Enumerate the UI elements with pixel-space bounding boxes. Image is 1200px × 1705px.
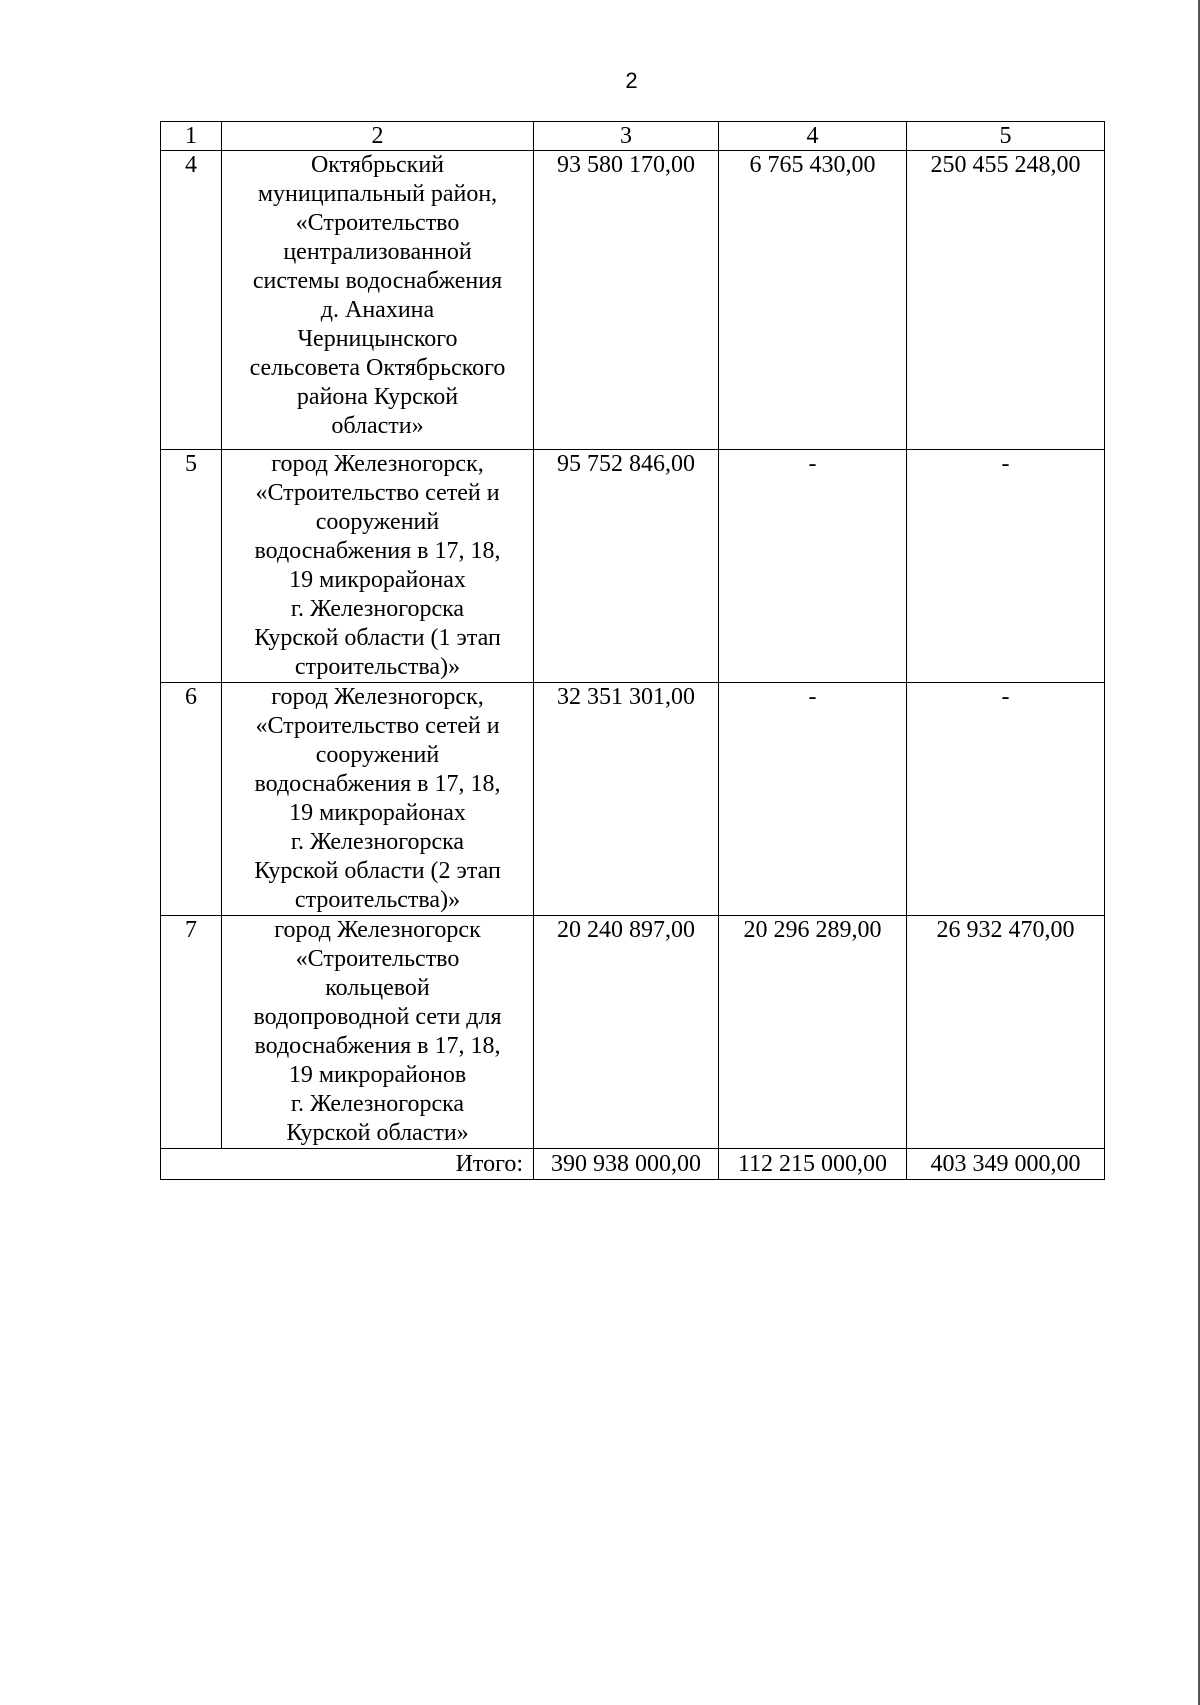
object-name-line: 19 микрорайонов (288, 1062, 467, 1088)
object-name-line: г. Железногорска (290, 596, 465, 622)
total-label: Итого: (161, 1149, 534, 1180)
header-cell-1: 1 (161, 122, 222, 151)
object-name-line: 19 микрорайонах (289, 567, 466, 593)
row-number-cell: 6 (161, 683, 222, 916)
table-row (161, 151, 1105, 450)
amount-cell-col3: 20 240 897,00 (534, 916, 719, 1149)
amount-cell-col3: 32 351 301,00 (534, 683, 719, 916)
object-name-line: Курской области» (286, 1120, 469, 1146)
row-number-cell: 7 (161, 916, 222, 1149)
object-name-line: г. Железногорска (290, 1091, 465, 1117)
header-cell-2: 2 (222, 122, 534, 151)
amount-cell-col5: - (907, 683, 1105, 916)
total-amount-col4: 112 215 000,00 (719, 1149, 907, 1180)
header-cell-3: 3 (534, 122, 719, 151)
object-name-line: 19 микрорайонах (289, 800, 466, 826)
amount-cell-col5: 26 932 470,00 (907, 916, 1105, 1149)
object-name-line: района Курской (296, 384, 459, 410)
object-name-line: сооружений (315, 742, 440, 768)
header-cell-4: 4 (719, 122, 907, 151)
object-name-cell (222, 450, 534, 683)
amount-cell-col4: 6 765 430,00 (719, 151, 907, 450)
table-header-row (161, 122, 1105, 151)
amount-cell-col3: 93 580 170,00 (534, 151, 719, 450)
amount-cell-col3: 95 752 846,00 (534, 450, 719, 683)
amount-cell-col4: 20 296 289,00 (719, 916, 907, 1149)
object-name-line: кольцевой (325, 975, 430, 1001)
table-row (161, 683, 1105, 916)
object-name-line: Курской области (2 этап (254, 858, 501, 884)
object-name-cell (222, 916, 534, 1149)
object-name-line: д. Анахина (320, 297, 435, 323)
object-name-line: водоснабжения в 17, 18, (254, 1033, 501, 1059)
object-name-line: строительства)» (294, 887, 461, 913)
object-name-line: «Строительство (295, 210, 460, 236)
amount-cell-col5: - (907, 450, 1105, 683)
amount-cell-col4: - (719, 683, 907, 916)
row-number-cell: 5 (161, 450, 222, 683)
object-name-line: сельсовета Октябрьского (249, 355, 506, 381)
object-name-cell (222, 683, 534, 916)
object-name-line: г. Железногорска (290, 829, 465, 855)
total-amount-col5: 403 349 000,00 (907, 1149, 1105, 1180)
object-name-line: Октябрьский (310, 152, 445, 178)
object-name-line: сооружений (315, 509, 440, 535)
object-name-line: области» (331, 413, 424, 439)
object-name-line: муниципальный район, (257, 181, 498, 207)
object-name-line: строительства)» (294, 654, 461, 680)
page-number: 2 (625, 68, 638, 93)
object-name-line: водоснабжения в 17, 18, (254, 538, 501, 564)
object-name-line: Черницынского (297, 326, 458, 352)
table-row (161, 916, 1105, 1149)
object-name-line: «Строительство сетей и (255, 713, 500, 739)
table-row (161, 450, 1105, 683)
amount-cell-col5: 250 455 248,00 (907, 151, 1105, 450)
total-row (161, 1149, 1105, 1180)
row-number-cell: 4 (161, 151, 222, 450)
object-name-line: централизованной (283, 239, 472, 265)
object-name-line: водоснабжения в 17, 18, (254, 771, 501, 797)
funding-table-container (160, 121, 1104, 1180)
object-name-cell (222, 151, 534, 450)
object-name-line: «Строительство (295, 946, 460, 972)
object-name-line: город Железногорск, (271, 684, 484, 710)
object-name-line: системы водоснабжения (252, 268, 503, 294)
object-name-line: водопроводной сети для (253, 1004, 502, 1030)
object-name-line: город Железногорск (274, 917, 481, 943)
funding-table (160, 121, 1105, 1180)
object-name-line: Курской области (1 этап (254, 625, 501, 651)
amount-cell-col4: - (719, 450, 907, 683)
total-amount-col3: 390 938 000,00 (534, 1149, 719, 1180)
object-name-line: «Строительство сетей и (255, 480, 500, 506)
header-cell-5: 5 (907, 122, 1105, 151)
object-name-line: город Железногорск, (271, 451, 484, 477)
